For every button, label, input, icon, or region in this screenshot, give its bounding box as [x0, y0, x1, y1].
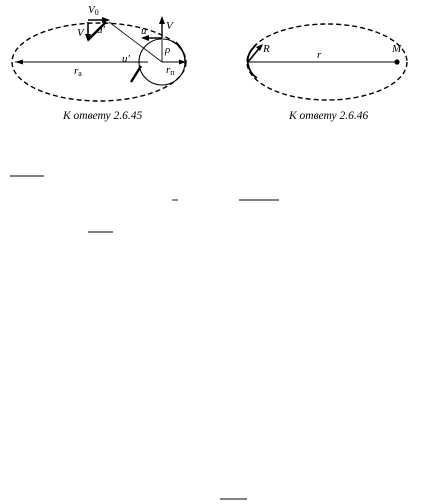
label-r: r	[317, 49, 322, 61]
label-ra: ra	[74, 65, 82, 78]
ra-arrowhead	[15, 60, 23, 65]
point-m	[394, 59, 399, 64]
label-u-prime-bottom: u′	[122, 53, 130, 65]
u-prime-bottom-arrow	[131, 66, 141, 82]
caption-2-6-46: К ответу 2.6.46	[289, 110, 369, 122]
label-v0: V0	[88, 4, 99, 17]
label-u-prime-top: u′	[97, 24, 105, 36]
fraction-bars	[10, 176, 279, 499]
v-vertical-right-head	[159, 16, 165, 24]
label-u-top: u	[141, 25, 147, 37]
label-M: M	[392, 43, 402, 55]
label-rho: ρ	[165, 44, 171, 56]
caption-2-6-45: К ответу 2.6.45	[63, 110, 143, 122]
figure-2-6-46	[247, 24, 407, 122]
label-rp: rп	[166, 64, 175, 77]
radius-guide-line	[109, 22, 162, 62]
label-v-left: V	[77, 27, 84, 39]
figure-2-6-45	[12, 4, 186, 122]
label-v-right: V	[166, 20, 173, 32]
label-R: R	[263, 43, 270, 55]
